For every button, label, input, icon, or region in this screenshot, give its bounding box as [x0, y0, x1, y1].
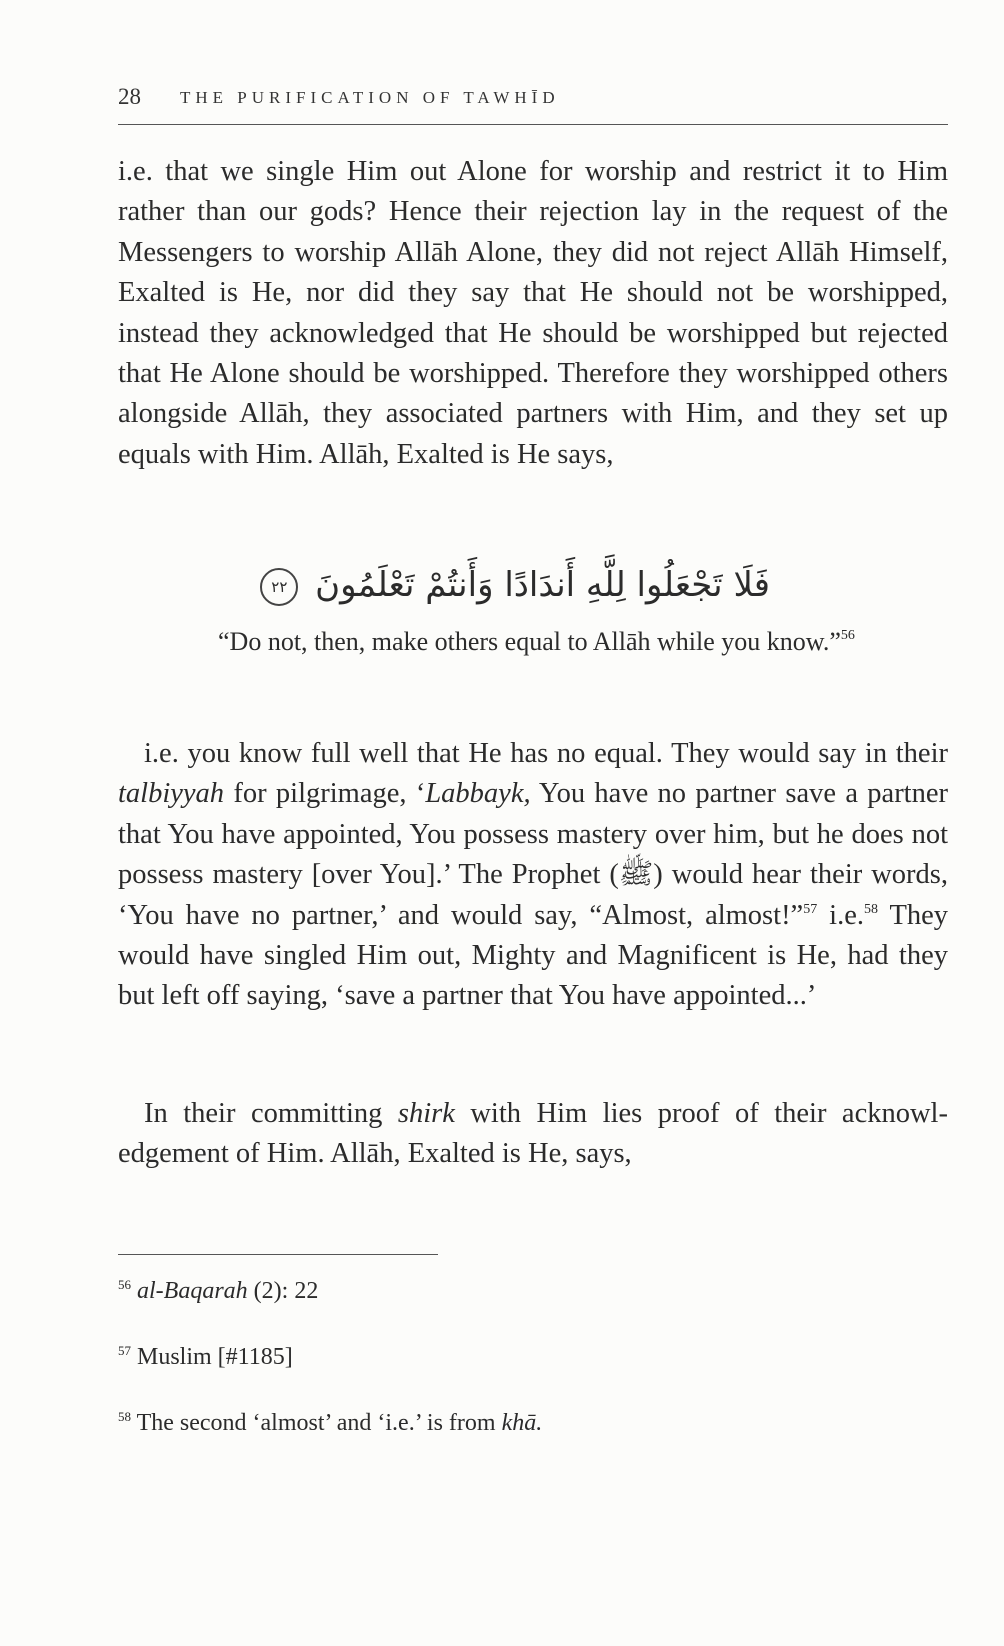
footnote-text: The second ‘almost’ and ‘i.e.’ is from	[136, 1410, 502, 1436]
paragraph-1: i.e. that we single Him out Alone for worship and restrict it to Him rather than our gods? Hence their rejection lay in the request of the Messengers to worship Allāh Alone, they did not reject Allāh Himself, Exalted is He, nor did they say that He should not be worshipped, instead they acknowledged that He should be worshipped but rejected that He Alone should be worshipped. Therefore they worshipped others alongside Allāh, they associated partners with Him, and they set up equals with Him. Allāh, Exalted is He says,	[118, 156, 948, 470]
page-header	[118, 84, 948, 125]
footnote-56	[118, 1276, 318, 1306]
paragraph-3	[118, 1094, 948, 1175]
paragraph-2-part-1: i.e. you know full well that He has no equal. They would say in their	[144, 738, 948, 769]
term-labbayk: Labbayk,	[425, 778, 531, 810]
footnote-text: (2): 22	[247, 1278, 319, 1304]
translation-text: “Do not, then, make others equal to Allāh while you know.”	[218, 627, 841, 656]
paragraph-2-part-4: i.e.	[817, 899, 864, 931]
footnote-ref-57: 57	[803, 901, 818, 917]
term-shirk: shirk	[397, 1098, 455, 1129]
arabic-text: فَلَا تَجْعَلُوا لِلَّهِ أَندَادًا وَأَنتُمْ تَعْلَمُونَ	[315, 565, 770, 605]
paragraph-2	[118, 734, 948, 1017]
running-title: THE PURIFICATION OF TAWHĪD	[180, 88, 560, 107]
term-talbiyyah: talbiyyah	[118, 778, 225, 810]
footnote-ref-56: 56	[840, 628, 855, 643]
paragraph-3-part-1: In their committing	[144, 1098, 398, 1129]
footnote-italic: khā.	[501, 1410, 543, 1436]
footnote-number: 57	[118, 1343, 131, 1358]
paragraph-3-part-2: with Him lies proof of their acknowledgement of Him. Allāh, Exalted is He, says,	[118, 1098, 948, 1170]
footnote-number: 58	[118, 1409, 131, 1424]
footnote-57	[118, 1342, 293, 1372]
footnote-ref-58: 58	[864, 901, 878, 917]
page-number: 28	[118, 84, 141, 109]
footnote-text: Muslim [#1185]	[137, 1344, 293, 1370]
ayah-number-mark: ٢٢	[260, 568, 298, 606]
paragraph-2-part-2: for pilgrimage, ‘	[224, 778, 426, 810]
paragraph-2-part-5: They would have singled Him out, Mighty and Magnificent is He, had they but left off saying, ‘save a partner that You have appointed...’	[118, 899, 948, 1012]
footnote-italic: al-Baqarah	[137, 1278, 248, 1304]
footnote-divider	[118, 1254, 438, 1255]
paragraph-2-part-3: You have no partner save a partner that You have appointed, You possess mastery over him, but he does not possess mastery [over You].’ The Prophet (ﷺ) would hear their words, ‘You have no partner,’ and would say, “Almost, almost!”	[118, 778, 949, 931]
quran-verse-arabic	[271, 556, 770, 614]
quran-translation	[218, 622, 858, 662]
footnote-number: 56	[118, 1277, 131, 1292]
footnote-58	[118, 1408, 542, 1438]
